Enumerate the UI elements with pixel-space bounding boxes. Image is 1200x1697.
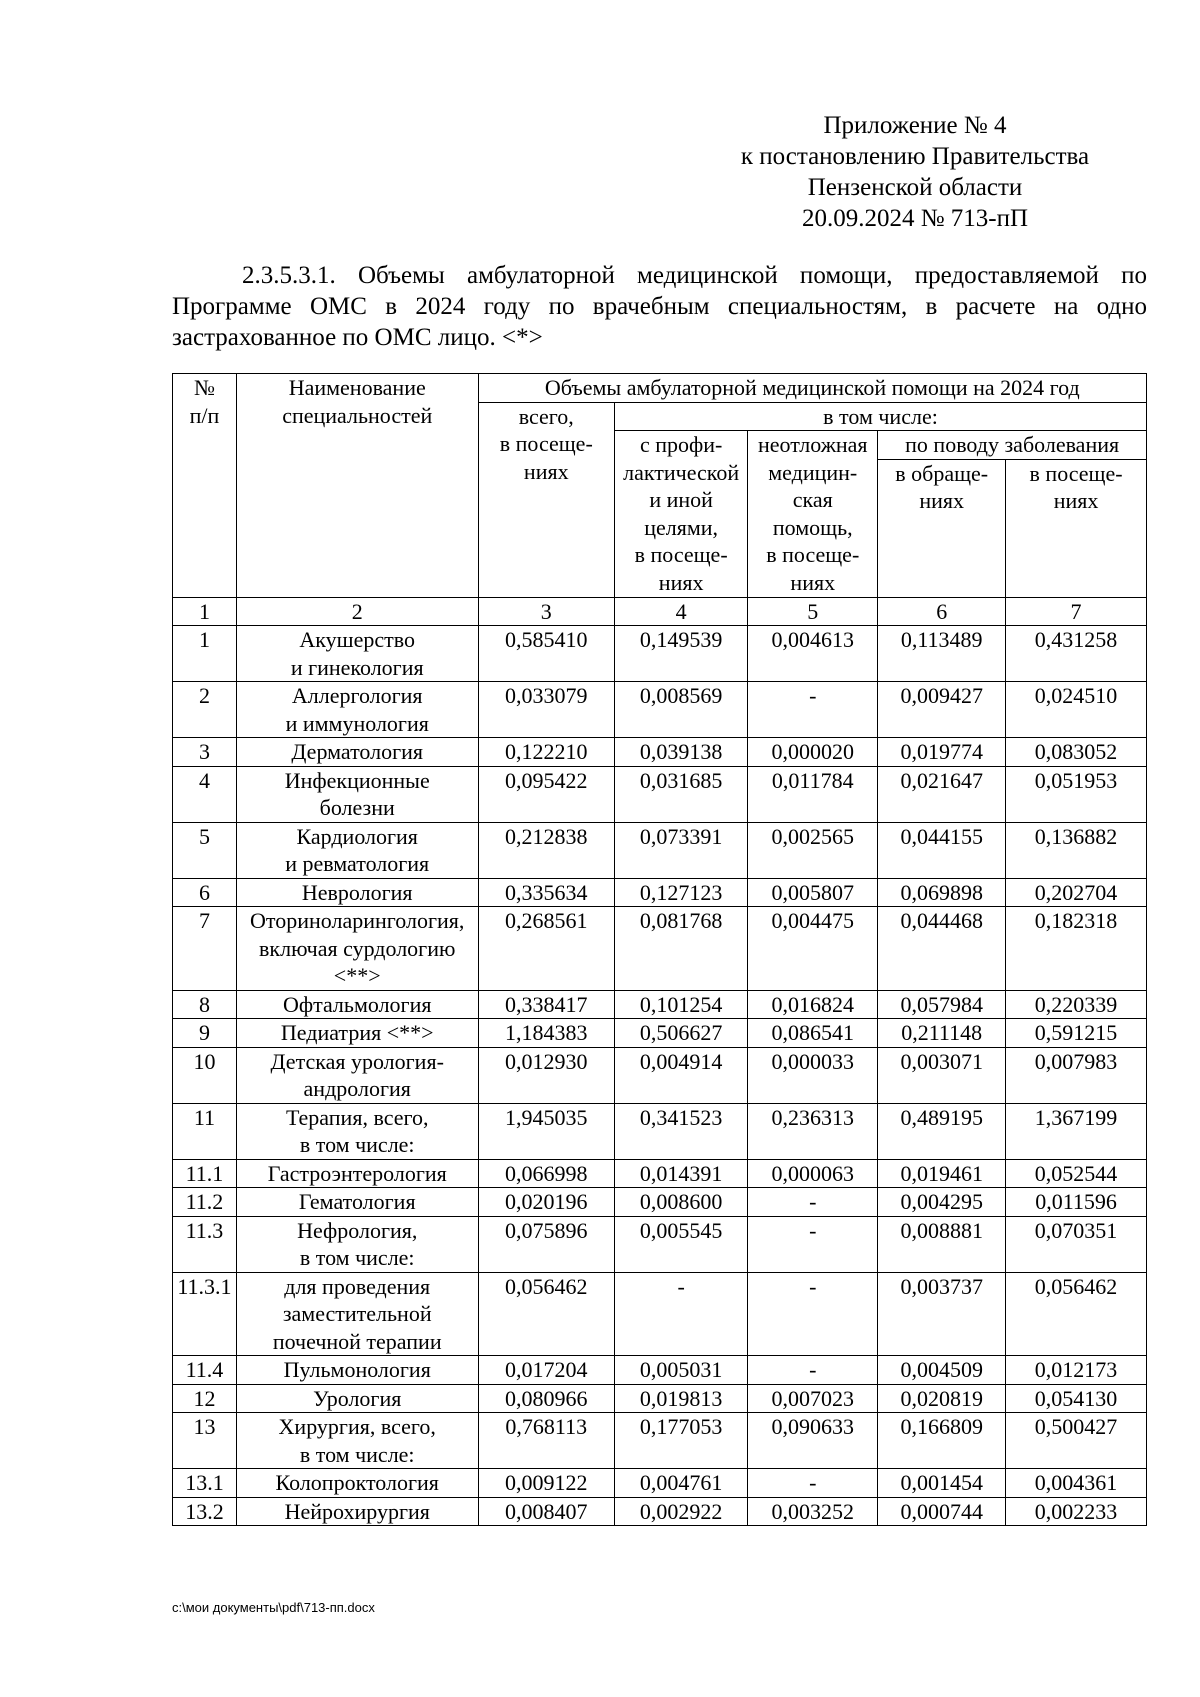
header-disease: по поводу заболевания xyxy=(878,431,1147,460)
table-row xyxy=(173,822,1147,878)
row-num: 13.1 xyxy=(173,1469,237,1498)
row-preventive: - xyxy=(615,1272,748,1356)
appendix-resolution-ref: к постановлению Правительства xyxy=(740,143,1090,170)
row-specialty: Акушерство и гинекология xyxy=(236,626,478,682)
row-preventive: 0,506627 xyxy=(615,1019,748,1048)
row-urgent: - xyxy=(748,1469,878,1498)
header-visits: в посеще- ниях xyxy=(1006,459,1147,597)
row-visits: 0,012173 xyxy=(1006,1356,1147,1385)
row-preventive: 0,002922 xyxy=(615,1497,748,1526)
row-total: 0,338417 xyxy=(478,990,615,1019)
row-num: 11.3 xyxy=(173,1216,237,1272)
column-number-row xyxy=(173,597,1147,626)
row-urgent: 0,016824 xyxy=(748,990,878,1019)
row-specialty: Детская урология- андрология xyxy=(236,1047,478,1103)
row-preventive: 0,014391 xyxy=(615,1159,748,1188)
row-visits: 1,367199 xyxy=(1006,1103,1147,1159)
row-visits: 0,024510 xyxy=(1006,682,1147,738)
row-urgent: - xyxy=(748,1272,878,1356)
row-preventive: 0,031685 xyxy=(615,766,748,822)
table-body xyxy=(173,626,1147,1526)
row-urgent: - xyxy=(748,1188,878,1217)
row-urgent: 0,090633 xyxy=(748,1413,878,1469)
row-preventive: 0,005031 xyxy=(615,1356,748,1385)
row-specialty: Нефрология, в том числе: xyxy=(236,1216,478,1272)
row-preventive: 0,004914 xyxy=(615,1047,748,1103)
table-row xyxy=(173,626,1147,682)
header-including: в том числе: xyxy=(615,402,1147,431)
row-preventive: 0,081768 xyxy=(615,907,748,991)
row-visits: 0,431258 xyxy=(1006,626,1147,682)
row-urgent: 0,236313 xyxy=(748,1103,878,1159)
row-num: 11.1 xyxy=(173,1159,237,1188)
row-specialty: Неврология xyxy=(236,878,478,907)
row-specialty: Хирургия, всего, в том числе: xyxy=(236,1413,478,1469)
row-total: 0,080966 xyxy=(478,1384,615,1413)
row-appeals: 0,000744 xyxy=(878,1497,1006,1526)
column-number: 7 xyxy=(1006,597,1147,626)
row-total: 0,768113 xyxy=(478,1413,615,1469)
row-preventive: 0,127123 xyxy=(615,878,748,907)
table-row xyxy=(173,1384,1147,1413)
header-total: всего, в посеще- ниях xyxy=(478,402,615,597)
row-total: 0,009122 xyxy=(478,1469,615,1498)
row-total: 0,075896 xyxy=(478,1216,615,1272)
row-num: 13.2 xyxy=(173,1497,237,1526)
column-number: 3 xyxy=(478,597,615,626)
row-urgent: 0,000020 xyxy=(748,738,878,767)
row-num: 8 xyxy=(173,990,237,1019)
column-number: 1 xyxy=(173,597,237,626)
table-row xyxy=(173,1159,1147,1188)
row-num: 11.4 xyxy=(173,1356,237,1385)
row-visits: 0,007983 xyxy=(1006,1047,1147,1103)
table-row xyxy=(173,1188,1147,1217)
row-specialty: Гематология xyxy=(236,1188,478,1217)
row-specialty: Оториноларингология, включая сурдологию <**> xyxy=(236,907,478,991)
row-total: 0,012930 xyxy=(478,1047,615,1103)
row-total: 0,585410 xyxy=(478,626,615,682)
row-preventive: 0,019813 xyxy=(615,1384,748,1413)
row-specialty: Педиатрия <**> xyxy=(236,1019,478,1048)
row-specialty: Аллергология и иммунология xyxy=(236,682,478,738)
row-appeals: 0,003071 xyxy=(878,1047,1006,1103)
row-num: 5 xyxy=(173,822,237,878)
row-appeals: 0,166809 xyxy=(878,1413,1006,1469)
row-preventive: 0,008600 xyxy=(615,1188,748,1217)
row-appeals: 0,004509 xyxy=(878,1356,1006,1385)
table-row xyxy=(173,907,1147,991)
volumes-table xyxy=(172,373,1147,1526)
row-preventive: 0,004761 xyxy=(615,1469,748,1498)
header-appeals: в обраще- ниях xyxy=(878,459,1006,597)
table-row xyxy=(173,682,1147,738)
row-preventive: 0,005545 xyxy=(615,1216,748,1272)
row-num: 2 xyxy=(173,682,237,738)
row-appeals: 0,009427 xyxy=(878,682,1006,738)
row-appeals: 0,021647 xyxy=(878,766,1006,822)
row-total: 0,033079 xyxy=(478,682,615,738)
row-total: 0,056462 xyxy=(478,1272,615,1356)
row-appeals: 0,057984 xyxy=(878,990,1006,1019)
row-visits: 0,202704 xyxy=(1006,878,1147,907)
row-total: 0,268561 xyxy=(478,907,615,991)
row-appeals: 0,001454 xyxy=(878,1469,1006,1498)
header-num: № п/п xyxy=(173,374,237,598)
table-row xyxy=(173,1103,1147,1159)
row-visits: 0,083052 xyxy=(1006,738,1147,767)
row-preventive: 0,039138 xyxy=(615,738,748,767)
row-num: 6 xyxy=(173,878,237,907)
row-visits: 0,004361 xyxy=(1006,1469,1147,1498)
row-specialty: Инфекционные болезни xyxy=(236,766,478,822)
section-intro xyxy=(172,260,1147,353)
row-specialty: Дерматология xyxy=(236,738,478,767)
table-row xyxy=(173,878,1147,907)
header-group: Объемы амбулаторной медицинской помощи на 2024 год xyxy=(478,374,1146,403)
table-row xyxy=(173,990,1147,1019)
row-visits: 0,011596 xyxy=(1006,1188,1147,1217)
row-total: 0,066998 xyxy=(478,1159,615,1188)
row-urgent: - xyxy=(748,1216,878,1272)
row-visits: 0,002233 xyxy=(1006,1497,1147,1526)
row-specialty: для проведения заместительной почечной терапии xyxy=(236,1272,478,1356)
row-num: 7 xyxy=(173,907,237,991)
table-row xyxy=(173,1047,1147,1103)
row-total: 0,017204 xyxy=(478,1356,615,1385)
row-specialty: Колопроктология xyxy=(236,1469,478,1498)
row-appeals: 0,069898 xyxy=(878,878,1006,907)
row-urgent: 0,086541 xyxy=(748,1019,878,1048)
row-specialty: Терапия, всего, в том числе: xyxy=(236,1103,478,1159)
column-number: 6 xyxy=(878,597,1006,626)
table-row xyxy=(173,1019,1147,1048)
row-appeals: 0,211148 xyxy=(878,1019,1006,1048)
row-appeals: 0,489195 xyxy=(878,1103,1006,1159)
row-urgent: - xyxy=(748,682,878,738)
row-preventive: 0,073391 xyxy=(615,822,748,878)
table-row xyxy=(173,1497,1147,1526)
appendix-number: Приложение № 4 xyxy=(823,112,1007,139)
row-specialty: Нейрохирургия xyxy=(236,1497,478,1526)
row-preventive: 0,341523 xyxy=(615,1103,748,1159)
row-specialty: Офтальмология xyxy=(236,990,478,1019)
row-num: 4 xyxy=(173,766,237,822)
row-total: 0,095422 xyxy=(478,766,615,822)
row-urgent: - xyxy=(748,1356,878,1385)
row-visits: 0,220339 xyxy=(1006,990,1147,1019)
row-urgent: 0,000063 xyxy=(748,1159,878,1188)
row-num: 3 xyxy=(173,738,237,767)
row-num: 11.2 xyxy=(173,1188,237,1217)
column-number: 4 xyxy=(615,597,748,626)
header-urgent: неотложная медицин- ская помощь, в посеще- ниях xyxy=(748,431,878,598)
column-number: 5 xyxy=(748,597,878,626)
header-preventive: с профи- лактической и иной целями, в посеще- ниях xyxy=(615,431,748,598)
column-number: 2 xyxy=(236,597,478,626)
row-num: 12 xyxy=(173,1384,237,1413)
row-total: 0,122210 xyxy=(478,738,615,767)
table-row xyxy=(173,1272,1147,1356)
row-visits: 0,136882 xyxy=(1006,822,1147,878)
row-specialty: Гастроэнтерология xyxy=(236,1159,478,1188)
row-appeals: 0,113489 xyxy=(878,626,1006,682)
row-urgent: 0,007023 xyxy=(748,1384,878,1413)
row-urgent: 0,011784 xyxy=(748,766,878,822)
appendix-region: Пензенской области xyxy=(807,174,1023,201)
row-urgent: 0,004475 xyxy=(748,907,878,991)
row-preventive: 0,177053 xyxy=(615,1413,748,1469)
table-row xyxy=(173,1356,1147,1385)
row-urgent: 0,000033 xyxy=(748,1047,878,1103)
row-total: 1,184383 xyxy=(478,1019,615,1048)
table-row xyxy=(173,1413,1147,1469)
row-num: 10 xyxy=(173,1047,237,1103)
table-row xyxy=(173,738,1147,767)
row-visits: 0,056462 xyxy=(1006,1272,1147,1356)
row-appeals: 0,004295 xyxy=(878,1188,1006,1217)
row-appeals: 0,044155 xyxy=(878,822,1006,878)
row-num: 11.3.1 xyxy=(173,1272,237,1356)
file-path-footer: c:\мои документы\pdf\713-пп.docx xyxy=(172,1600,375,1615)
row-appeals: 0,008881 xyxy=(878,1216,1006,1272)
row-urgent: 0,005807 xyxy=(748,878,878,907)
row-visits: 0,591215 xyxy=(1006,1019,1147,1048)
row-num: 1 xyxy=(173,626,237,682)
table-header xyxy=(173,374,1147,626)
appendix-date-number: 20.09.2024 № 713-пП xyxy=(801,205,1029,232)
row-urgent: 0,003252 xyxy=(748,1497,878,1526)
row-specialty: Пульмонология xyxy=(236,1356,478,1385)
row-specialty: Кардиология и ревматология xyxy=(236,822,478,878)
row-total: 0,008407 xyxy=(478,1497,615,1526)
row-appeals: 0,003737 xyxy=(878,1272,1006,1356)
row-preventive: 0,149539 xyxy=(615,626,748,682)
row-num: 9 xyxy=(173,1019,237,1048)
section-intro-text: 2.3.5.3.1. Объемы амбулаторной медицинской помощи, предоставляемой по Программе ОМС в 2024 году по врачебным специальностям, в расчете на одно застрахованное по ОМС лицо. <*> xyxy=(172,262,1147,351)
row-preventive: 0,008569 xyxy=(615,682,748,738)
row-total: 0,020196 xyxy=(478,1188,615,1217)
row-visits: 0,070351 xyxy=(1006,1216,1147,1272)
row-visits: 0,051953 xyxy=(1006,766,1147,822)
row-num: 13 xyxy=(173,1413,237,1469)
row-preventive: 0,101254 xyxy=(615,990,748,1019)
row-appeals: 0,019774 xyxy=(878,738,1006,767)
row-visits: 0,500427 xyxy=(1006,1413,1147,1469)
table-row xyxy=(173,766,1147,822)
row-total: 1,945035 xyxy=(478,1103,615,1159)
row-urgent: 0,002565 xyxy=(748,822,878,878)
header-name: Наименование специальностей xyxy=(236,374,478,598)
row-num: 11 xyxy=(173,1103,237,1159)
row-specialty: Урология xyxy=(236,1384,478,1413)
table-row xyxy=(173,1469,1147,1498)
row-appeals: 0,044468 xyxy=(878,907,1006,991)
row-total: 0,335634 xyxy=(478,878,615,907)
table-row xyxy=(173,1216,1147,1272)
row-visits: 0,054130 xyxy=(1006,1384,1147,1413)
row-urgent: 0,004613 xyxy=(748,626,878,682)
row-appeals: 0,019461 xyxy=(878,1159,1006,1188)
row-visits: 0,052544 xyxy=(1006,1159,1147,1188)
row-appeals: 0,020819 xyxy=(878,1384,1006,1413)
row-visits: 0,182318 xyxy=(1006,907,1147,991)
row-total: 0,212838 xyxy=(478,822,615,878)
appendix-header xyxy=(680,110,1150,234)
